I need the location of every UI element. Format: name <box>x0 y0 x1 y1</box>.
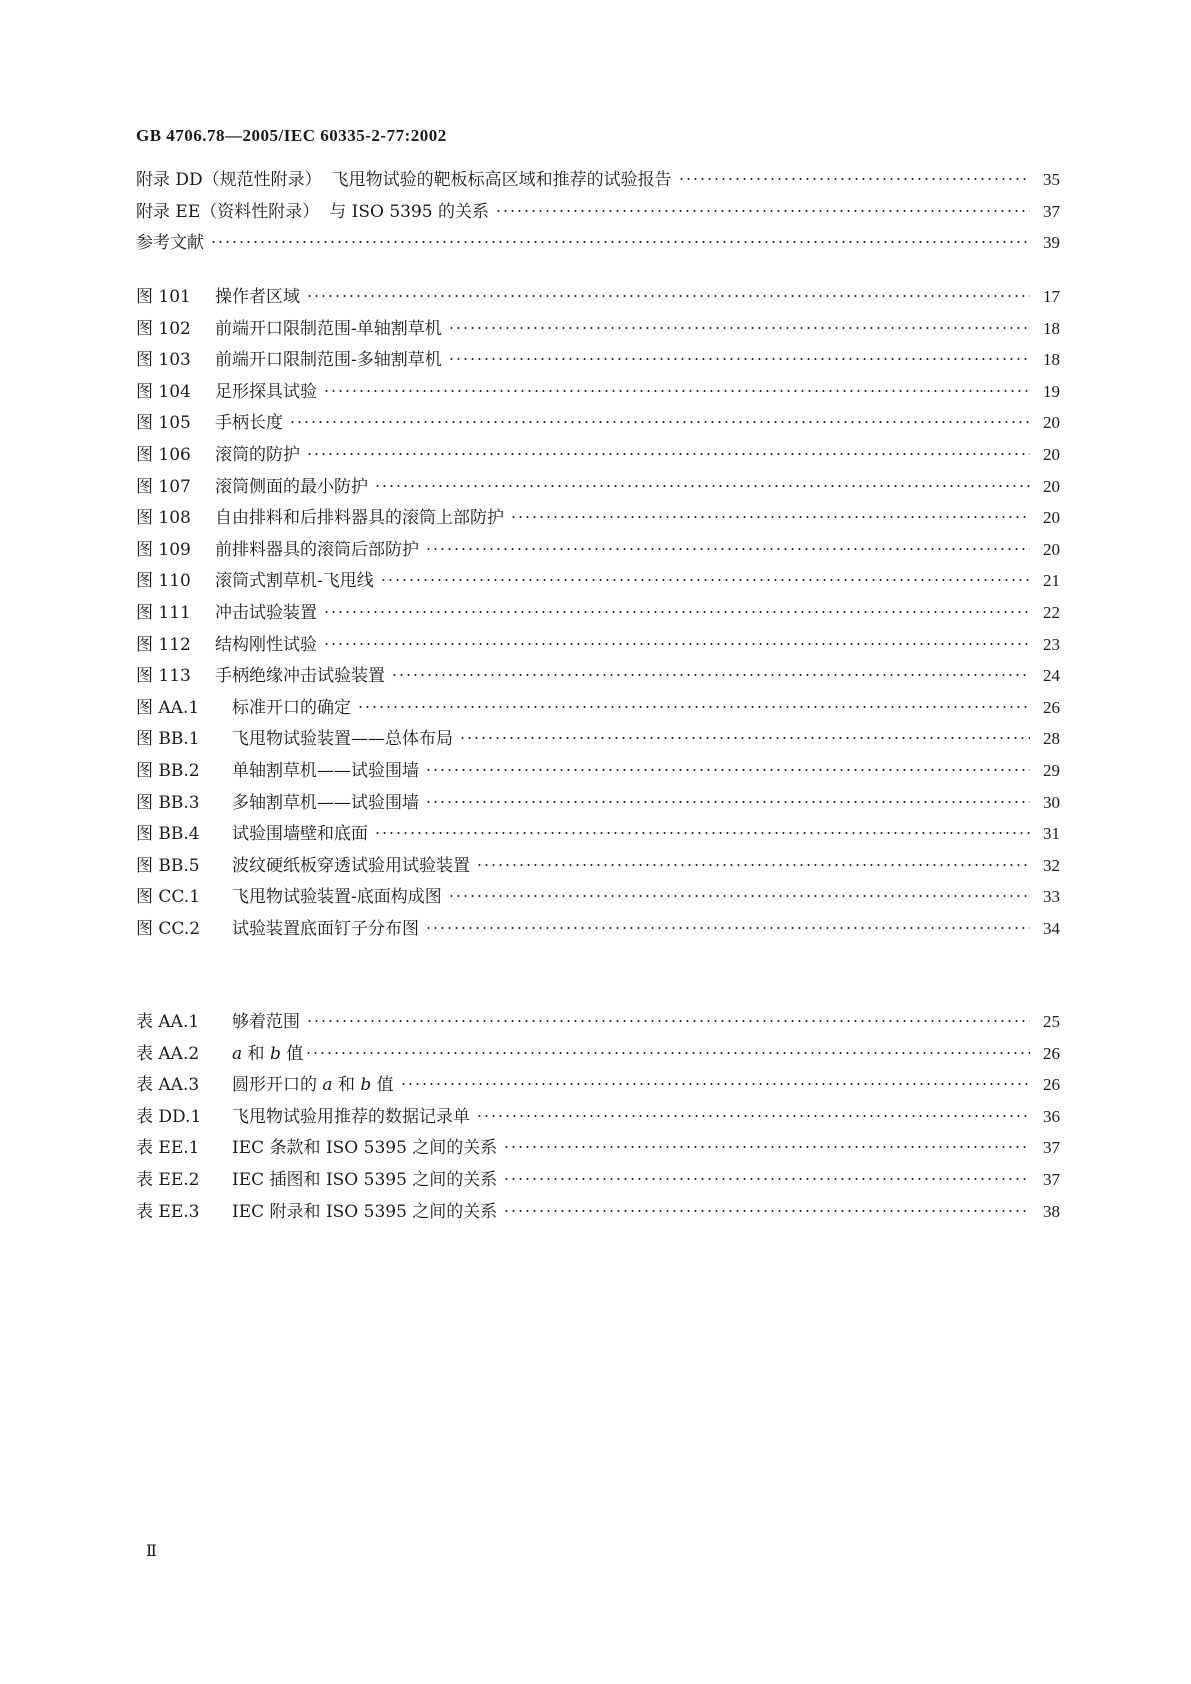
toc-entry-title: 飞甩物试验的靶板标高区域和推荐的试验报告 <box>331 170 672 190</box>
toc-entry-page: 20 <box>1043 444 1060 464</box>
toc-entry-label: 图 BB.2 <box>136 760 200 781</box>
toc-entry-label: 图 BB.3 <box>136 792 200 813</box>
toc-entry[interactable] <box>136 1069 1060 1101</box>
toc-entry-title: 冲击试验装置 <box>215 602 317 623</box>
leader-dots <box>503 1146 1030 1148</box>
toc-entry-page: 30 <box>1043 792 1060 812</box>
toc-entry-page: 38 <box>1043 1201 1060 1221</box>
leader-dots <box>374 832 1030 834</box>
toc-entry-label: 图 113 <box>136 666 191 687</box>
leader-dots <box>495 210 1030 212</box>
toc-entry-page: 19 <box>1043 381 1060 401</box>
toc-entry-page: 37 <box>1043 1169 1060 1189</box>
toc-entry[interactable] <box>136 723 1060 755</box>
toc-entry-page: 33 <box>1043 887 1060 907</box>
toc-entry-page: 37 <box>1043 201 1060 221</box>
toc-entry[interactable] <box>136 1101 1060 1133</box>
toc-entry-title: 滚筒式割草机-飞甩线 <box>215 571 374 592</box>
toc-entry-title: 前排料器具的滚筒后部防护 <box>215 539 419 560</box>
toc-entry-label: 参考文献 <box>136 233 204 254</box>
toc-entry-page: 26 <box>1043 697 1060 717</box>
toc-entry-page: 26 <box>1043 1075 1060 1095</box>
toc-entry[interactable] <box>136 1164 1060 1196</box>
toc-entry-title: 飞甩物试验装置——总体布局 <box>232 729 453 750</box>
toc-entry[interactable] <box>136 227 1060 259</box>
toc-entry-label: 表 EE.3 <box>136 1201 200 1222</box>
leader-dots <box>448 895 1030 897</box>
leader-dots <box>210 241 1030 243</box>
toc-entry-page: 26 <box>1043 1043 1060 1063</box>
toc-entry-title: 结构刚性试验 <box>215 634 317 655</box>
toc-entry-page: 20 <box>1043 539 1060 559</box>
toc-entry-label: 图 106 <box>136 444 191 465</box>
toc-entry-title: 滚筒的防护 <box>215 444 300 465</box>
toc-entry-label: 图 108 <box>136 508 191 529</box>
toc-entry-title: IEC 条款和 ISO 5395 之间的关系 <box>232 1138 498 1159</box>
toc-entry[interactable] <box>136 1132 1060 1164</box>
toc-entry-label: 表 EE.2 <box>136 1169 200 1190</box>
toc-entry-label: 附录 EE（资料性附录） <box>136 201 320 222</box>
toc-entry-label: 图 104 <box>136 381 191 402</box>
toc-entry-title: 滚筒侧面的最小防护 <box>215 476 368 497</box>
toc-entry[interactable] <box>136 502 1060 534</box>
toc-annex-section <box>136 164 1060 259</box>
toc-entry-label: 表 DD.1 <box>136 1106 202 1127</box>
leader-dots <box>448 358 1030 360</box>
title-fragment: 圆形开口的 <box>232 1075 323 1096</box>
toc-entry-title: 试验围墙壁和底面 <box>232 824 368 845</box>
toc-entry-title: 手柄长度 <box>215 413 283 434</box>
toc-entry-label: 图 102 <box>136 318 191 339</box>
leader-dots <box>503 1210 1030 1212</box>
leader-dots <box>425 801 1030 803</box>
toc-entry[interactable] <box>136 692 1060 724</box>
leader-dots <box>425 548 1030 550</box>
leader-dots <box>323 611 1030 613</box>
toc-entry[interactable] <box>136 1038 1060 1070</box>
toc-entry-title: 飞甩物试验装置-底面构成图 <box>232 887 442 908</box>
toc-entry[interactable] <box>136 787 1060 819</box>
toc-entry-title: 前端开口限制范围-单轴割草机 <box>215 318 442 339</box>
variable-a: a <box>322 1075 333 1096</box>
leader-dots <box>289 421 1030 423</box>
toc-entry-page: 23 <box>1043 634 1060 654</box>
toc-entry-title: 足形探具试验 <box>215 381 317 402</box>
toc-entry[interactable] <box>136 881 1060 913</box>
toc-entry[interactable] <box>136 313 1060 345</box>
toc-entry-label: 表 AA.1 <box>136 1012 200 1032</box>
toc-entry-title: 操作者区域 <box>215 287 300 307</box>
leader-dots <box>380 579 1030 581</box>
toc-entry-title: 飞甩物试验用推荐的数据记录单 <box>232 1106 470 1127</box>
variable-b: b <box>360 1075 372 1096</box>
toc-entry-label: 图 112 <box>136 634 191 655</box>
toc-entry-page: 34 <box>1043 918 1060 938</box>
variable-a: a <box>232 1043 243 1064</box>
toc-entry-label: 图 107 <box>136 476 191 497</box>
toc-entry-label: 图 CC.2 <box>136 918 201 939</box>
leader-dots <box>306 1020 1030 1022</box>
toc-entry-title <box>232 1039 303 1071</box>
toc-entry[interactable] <box>136 1196 1060 1228</box>
toc-entry-title: IEC 附录和 ISO 5395 之间的关系 <box>232 1201 498 1222</box>
toc-entry-title: 手柄绝缘冲击试验装置 <box>215 666 385 687</box>
toc-entry-page: 18 <box>1043 318 1060 338</box>
toc-entry[interactable] <box>136 597 1060 629</box>
toc-entry[interactable] <box>136 660 1060 692</box>
leader-dots <box>425 769 1030 771</box>
toc-entry[interactable] <box>136 439 1060 471</box>
leader-dots <box>305 1052 1030 1054</box>
leader-dots <box>323 643 1030 645</box>
toc-entry[interactable] <box>136 913 1060 945</box>
leader-dots <box>476 864 1030 866</box>
toc-entry[interactable] <box>136 1006 1060 1038</box>
toc-entry[interactable] <box>136 534 1060 566</box>
toc-entry[interactable] <box>136 818 1060 850</box>
leader-dots <box>425 927 1030 929</box>
toc-entry-page: 22 <box>1043 602 1060 622</box>
toc-entry-label: 图 BB.1 <box>136 729 200 750</box>
title-fragment: 和 <box>332 1075 361 1096</box>
toc-entry-page: 24 <box>1043 666 1060 686</box>
leader-dots <box>323 390 1030 392</box>
toc-entry-page: 20 <box>1043 476 1060 496</box>
toc-entry[interactable] <box>136 164 1060 196</box>
leader-dots <box>306 453 1030 455</box>
toc-entry-title <box>232 1070 394 1102</box>
toc-entry-page: 28 <box>1043 729 1060 749</box>
toc-entry-title: 够着范围 <box>232 1012 300 1032</box>
toc-entry[interactable] <box>136 850 1060 882</box>
toc-entry-title: 前端开口限制范围-多轴割草机 <box>215 350 442 371</box>
toc-entry-title: 单轴割草机——试验围墙 <box>232 760 419 781</box>
toc-entry-label: 图 111 <box>136 602 191 623</box>
toc-entry-title: 波纹硬纸板穿透试验用试验装置 <box>232 855 470 876</box>
toc-entry-title: 多轴割草机——试验围墙 <box>232 792 419 813</box>
toc-entry[interactable] <box>136 565 1060 597</box>
title-fragment: 值 <box>371 1075 394 1096</box>
toc-entry-label: 图 101 <box>136 287 191 307</box>
toc-entry-page: 29 <box>1043 760 1060 780</box>
toc-entry-title: 与 ISO 5395 的关系 <box>329 201 490 222</box>
toc-entry[interactable] <box>136 376 1060 408</box>
toc-entry-label: 表 EE.1 <box>136 1138 200 1159</box>
toc-entry-title: 标准开口的确定 <box>232 697 351 718</box>
title-fragment: 和 <box>242 1043 270 1064</box>
document-header: GB 4706.78—2005/IEC 60335-2-77:2002 <box>136 126 447 145</box>
leader-dots <box>448 327 1030 329</box>
toc-entry-title: IEC 插图和 ISO 5395 之间的关系 <box>232 1169 498 1190</box>
toc-entry-page: 35 <box>1043 170 1060 189</box>
toc-entry-label: 图 103 <box>136 350 191 371</box>
toc-entry-label: 表 AA.2 <box>136 1043 200 1064</box>
toc-entry-label: 附录 DD（规范性附录） <box>136 170 322 190</box>
leader-dots <box>400 1083 1030 1085</box>
toc-entry-page: 20 <box>1043 508 1060 528</box>
toc-entry-label: 图 BB.5 <box>136 855 200 876</box>
leader-dots <box>459 737 1030 739</box>
toc-entry-page: 18 <box>1043 350 1060 370</box>
toc-entry-page: 39 <box>1043 233 1060 253</box>
toc-entry-page: 32 <box>1043 855 1060 875</box>
toc-entry-label: 图 110 <box>136 571 191 592</box>
toc-entry[interactable] <box>136 471 1060 503</box>
toc-entry[interactable] <box>136 196 1060 228</box>
toc-entry-page: 21 <box>1043 571 1060 591</box>
leader-dots <box>306 295 1030 297</box>
toc-entry-title: 自由排料和后排料器具的滚筒上部防护 <box>215 508 504 529</box>
toc-table-section <box>136 1006 1060 1227</box>
title-fragment: 值 <box>280 1043 304 1064</box>
toc-entry[interactable] <box>136 629 1060 661</box>
toc-entry-page: 17 <box>1043 287 1060 306</box>
toc-entry-page: 31 <box>1043 824 1060 844</box>
leader-dots <box>357 706 1030 708</box>
toc-entry-label: 图 BB.4 <box>136 824 200 845</box>
variable-b: b <box>269 1043 281 1064</box>
page-number: Ⅱ <box>146 1543 157 1560</box>
leader-dots <box>503 1178 1030 1180</box>
leader-dots <box>391 674 1030 676</box>
toc-entry[interactable] <box>136 407 1060 439</box>
toc-entry-title: 试验装置底面钉子分布图 <box>232 918 419 939</box>
leader-dots <box>510 516 1030 518</box>
toc-entry-page: 37 <box>1043 1138 1060 1158</box>
toc-entry-page: 36 <box>1043 1106 1060 1126</box>
toc-entry-label: 图 CC.1 <box>136 887 201 908</box>
toc-entry[interactable] <box>136 281 1060 313</box>
toc-figure-section <box>136 281 1060 944</box>
toc-entry-label: 图 109 <box>136 539 191 560</box>
toc-entry-label: 图 AA.1 <box>136 697 200 718</box>
leader-dots <box>374 485 1030 487</box>
toc-entry[interactable] <box>136 755 1060 787</box>
toc-entry-label: 图 105 <box>136 413 191 434</box>
leader-dots <box>678 178 1030 180</box>
toc-entry-page: 25 <box>1043 1012 1060 1031</box>
toc-entry-label: 表 AA.3 <box>136 1075 200 1096</box>
toc-entry-page: 20 <box>1043 413 1060 433</box>
toc-entry[interactable] <box>136 344 1060 376</box>
leader-dots <box>476 1115 1030 1117</box>
